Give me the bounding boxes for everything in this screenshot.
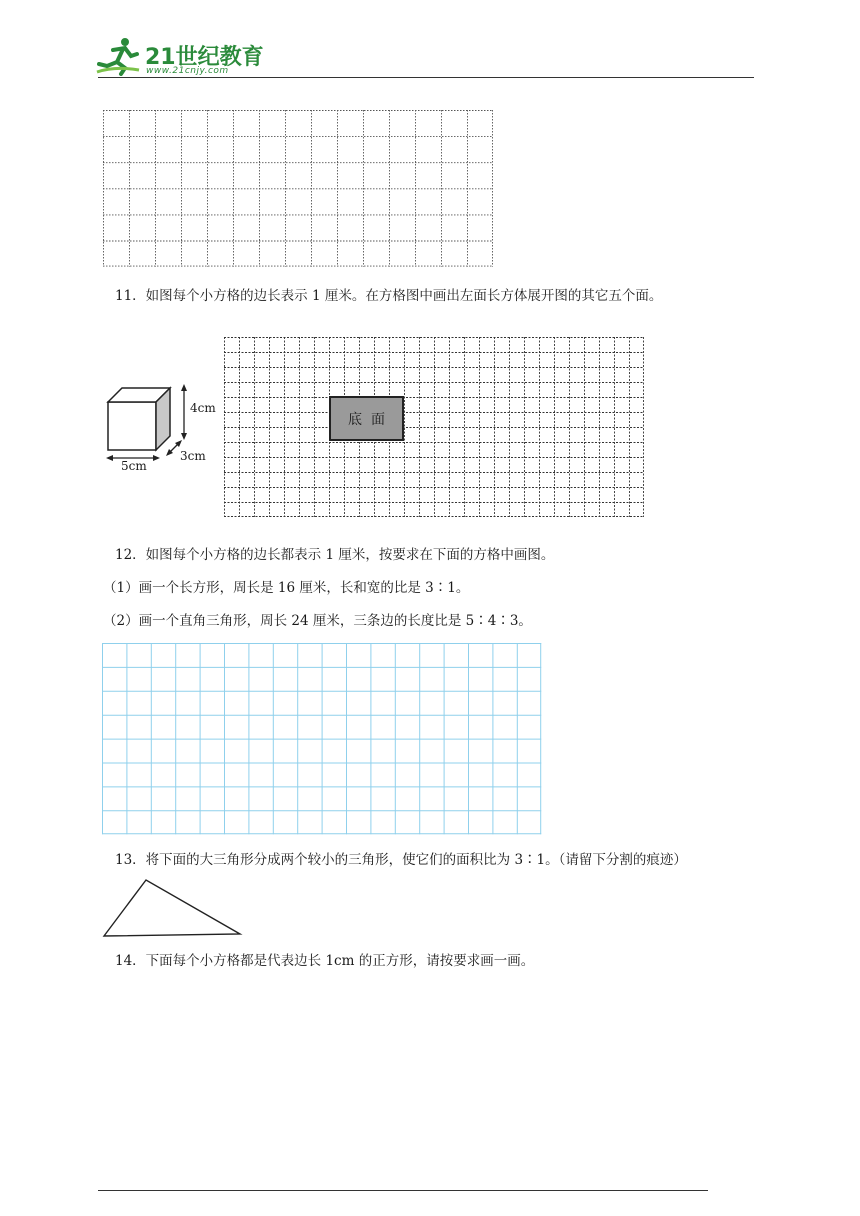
blue-square-grid xyxy=(102,643,543,835)
large-triangle xyxy=(100,876,246,940)
question-11-text: 11．如图每个小方格的边长表示 1 厘米。在方格图中画出左面长方体展开图的其它五个面。 xyxy=(115,288,663,304)
length-label: 5cm xyxy=(121,459,147,473)
footer-rule xyxy=(98,1190,708,1191)
question-12-text: 12．如图每个小方格的边长都表示 1 厘米，按要求在下面的方格中画图。 xyxy=(115,547,555,563)
question-12-part-1: （1）画一个长方形，周长是 16 厘米，长和宽的比是 3∶1。 xyxy=(103,580,470,596)
cuboid-figure xyxy=(100,380,218,480)
height-label: 4cm xyxy=(190,401,216,415)
logo-number: 21 xyxy=(145,45,176,70)
net-dotted-grid xyxy=(224,337,645,518)
base-face: 底 面 xyxy=(329,396,404,441)
logo-name: 世纪教育 xyxy=(175,45,264,70)
logo-url: www.21cnjy.com xyxy=(146,66,229,76)
question-12-part-2: （2）画一个直角三角形，周长 24 厘米，三条边的长度比是 5∶4∶3。 xyxy=(103,613,532,629)
logo-runner-icon xyxy=(95,36,141,76)
question-14-text: 14．下面每个小方格都是代表边长 1cm 的正方形，请按要求画一画。 xyxy=(115,953,535,969)
width-label: 3cm xyxy=(180,449,206,463)
header-rule xyxy=(98,77,754,78)
top-dotted-grid xyxy=(103,110,493,267)
question-13-text: 13．将下面的大三角形分成两个较小的三角形，使它们的面积比为 3∶1。（请留下分割的痕迹） xyxy=(115,852,687,868)
